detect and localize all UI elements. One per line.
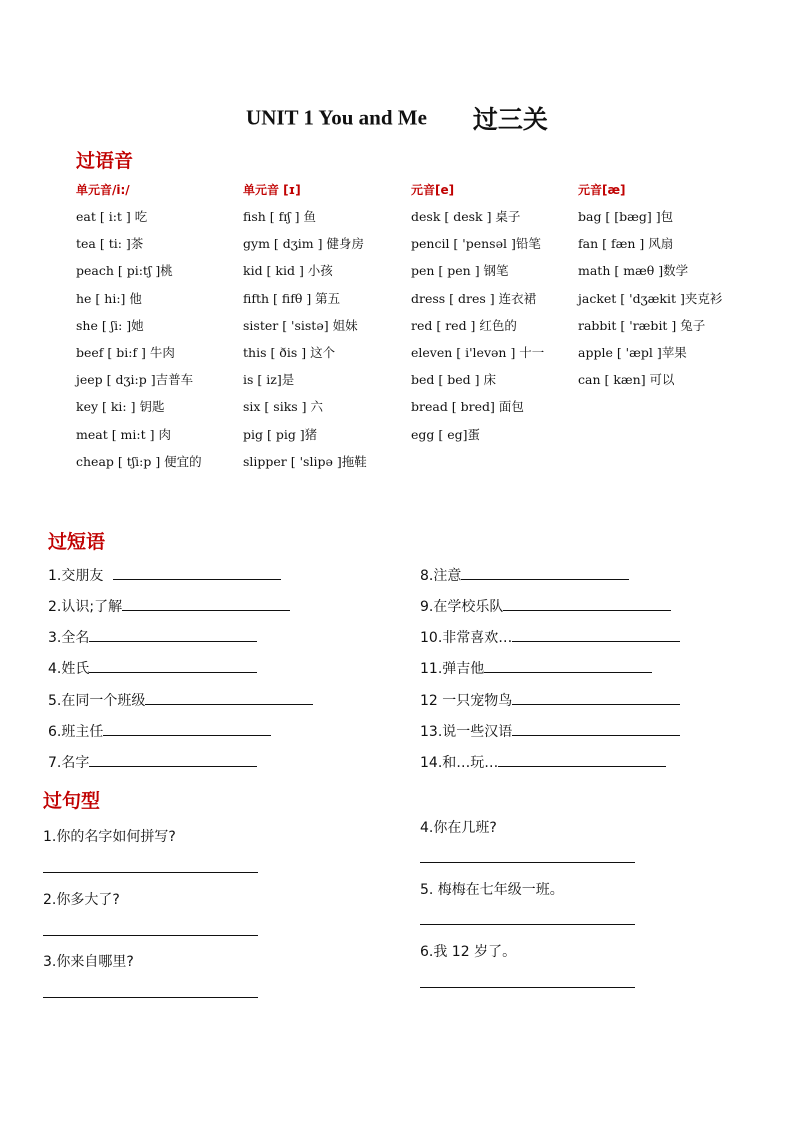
phrase-label: 13.说一些汉语 <box>420 724 513 740</box>
phonetics-column-header: 单元音/i:/ <box>76 183 130 197</box>
phonetics-column-header: 元音[æ] <box>578 183 626 197</box>
phrase-item <box>420 721 680 741</box>
phonetic-word: math [ mæθ ]数学 <box>578 263 689 279</box>
phonetic-word: desk [ desk ] 桌子 <box>411 209 521 224</box>
phonetics-column <box>411 180 544 448</box>
phonetics-column <box>578 180 722 393</box>
phonetics-column <box>76 180 202 475</box>
answer-blank[interactable] <box>89 627 257 642</box>
phonetic-word: cheap [ tʃi:p ] 便宜的 <box>76 453 202 469</box>
phrase-item <box>420 565 629 585</box>
phonetic-word: kid [ kid ] 小孩 <box>243 263 333 279</box>
phonetic-word: sister [ 'sistə] 姐妹 <box>243 317 358 333</box>
phonetic-word: red [ red ] 红色的 <box>411 317 517 333</box>
sentence-prompt: 5. 梅梅在七年级一班。 <box>420 882 564 898</box>
sentence-prompt: 1.你的名字如何拼写? <box>43 829 176 845</box>
answer-blank[interactable] <box>103 721 271 736</box>
phonetic-word: jeep [ dʒi:p ]吉普车 <box>76 372 194 388</box>
phonetic-word: slipper [ 'slipə ]拖鞋 <box>243 453 367 469</box>
page-title <box>0 100 794 136</box>
answer-blank[interactable] <box>122 596 290 611</box>
phonetic-word: gym [ dʒim ] 健身房 <box>243 236 364 252</box>
phonetic-word: she [ ʃi: ]她 <box>76 317 144 333</box>
phrase-item <box>420 658 652 678</box>
phonetic-word: pen [ pen ] 钢笔 <box>411 263 509 279</box>
phrase-label: 7.名字 <box>48 755 90 771</box>
sentence-prompt: 6.我 12 岁了。 <box>420 944 517 960</box>
phonetic-word: peach [ pi:tʃ ]桃 <box>76 263 173 279</box>
phonetic-word: eleven [ i'levən ] 十一 <box>411 344 545 360</box>
answer-line[interactable] <box>43 872 258 873</box>
phonetic-word: is [ iz]是 <box>243 372 295 388</box>
phonetic-word: six [ siks ] 六 <box>243 399 324 415</box>
section-heading-phonetics: 过语音 <box>76 150 134 172</box>
phonetic-word: can [ kæn] 可以 <box>578 372 675 388</box>
phrase-item <box>48 565 281 585</box>
phonetic-word: meat [ mi:t ] 肉 <box>76 426 171 442</box>
answer-blank[interactable] <box>145 690 313 705</box>
title-chinese: 过三关 <box>472 105 548 134</box>
phrase-item <box>420 596 671 616</box>
phonetic-word: tea [ ti: ]茶 <box>76 236 144 252</box>
answer-blank[interactable] <box>89 752 257 767</box>
phonetic-word: eat [ i:t ] 吃 <box>76 209 148 224</box>
phonetic-word: bread [ bred] 面包 <box>411 399 524 415</box>
answer-blank[interactable] <box>512 721 680 736</box>
answer-blank[interactable] <box>89 658 257 673</box>
answer-line[interactable] <box>420 987 635 988</box>
phonetics-column-header: 元音[e] <box>411 183 455 197</box>
sentence-prompt: 3.你来自哪里? <box>43 954 134 970</box>
answer-line[interactable] <box>420 862 635 863</box>
phonetic-word: key [ ki: ] 钥匙 <box>76 399 165 415</box>
phrase-label: 2.认识;了解 <box>48 599 123 615</box>
phrase-label: 6.班主任 <box>48 724 104 740</box>
phrase-item <box>48 690 313 710</box>
phonetics-column <box>243 180 367 475</box>
phrase-label: 11.弹吉他 <box>420 661 485 677</box>
phrase-label: 10.非常喜欢… <box>420 630 513 646</box>
answer-line[interactable] <box>420 924 635 925</box>
phonetic-word: jacket [ 'dʒækit ]夹克衫 <box>578 290 723 306</box>
phonetic-word: this [ ðis ] 这个 <box>243 344 336 360</box>
phonetic-word: bag [ [bæg] ]包 <box>578 209 674 224</box>
phrase-item <box>420 690 680 710</box>
phonetic-word: apple [ 'æpl ]苹果 <box>578 344 687 360</box>
answer-blank[interactable] <box>113 565 281 580</box>
phonetic-word: bed [ bed ] 床 <box>411 372 496 388</box>
sentence-prompt: 4.你在几班? <box>420 820 497 836</box>
phrase-item <box>420 627 680 647</box>
section-heading-sentences: 过句型 <box>43 790 101 812</box>
phrase-label: 5.在同一个班级 <box>48 693 146 709</box>
phonetic-word: dress [ dres ] 连衣裙 <box>411 290 537 306</box>
phonetic-word: fifth [ fifθ ] 第五 <box>243 290 341 306</box>
answer-line[interactable] <box>43 997 258 998</box>
phrase-item <box>48 721 271 741</box>
phrase-label: 12 一只宠物鸟 <box>420 693 513 709</box>
phonetics-column-header: 单元音 [ɪ] <box>243 183 301 197</box>
answer-blank[interactable] <box>512 690 680 705</box>
phrase-label: 8.注意 <box>420 568 462 584</box>
phonetic-word: fan [ fæn ] 风扇 <box>578 236 674 252</box>
phonetic-word: egg [ eg]蛋 <box>411 426 481 442</box>
phonetic-word: beef [ bi:f ] 牛肉 <box>76 344 175 360</box>
phonetic-word: pig [ pig ]猪 <box>243 426 318 442</box>
phrase-label: 9.在学校乐队 <box>420 599 504 615</box>
answer-blank[interactable] <box>461 565 629 580</box>
phrase-label: 4.姓氏 <box>48 661 90 677</box>
sentence-prompt: 2.你多大了? <box>43 892 120 908</box>
phrase-item <box>48 752 257 772</box>
phonetic-word: pencil [ 'pensəl ]铅笔 <box>411 236 541 252</box>
phonetic-word: fish [ fɪʃ ] 鱼 <box>243 209 316 224</box>
phrase-label: 14.和…玩… <box>420 755 499 771</box>
phonetic-word: rabbit [ 'ræbit ] 兔子 <box>578 317 706 333</box>
phrase-label: 1.交朋友 <box>48 568 104 584</box>
phrase-item <box>48 596 290 616</box>
phrase-item <box>48 627 257 647</box>
answer-blank[interactable] <box>503 596 671 611</box>
answer-blank[interactable] <box>512 627 680 642</box>
section-heading-phrases: 过短语 <box>48 531 106 553</box>
answer-blank[interactable] <box>484 658 652 673</box>
phonetic-word: he [ hi:] 他 <box>76 290 142 306</box>
phrase-item <box>420 752 666 772</box>
phrase-label: 3.全名 <box>48 630 90 646</box>
answer-line[interactable] <box>43 935 258 936</box>
title-english: UNIT 1 You and Me <box>246 105 427 130</box>
phrase-item <box>48 658 257 678</box>
answer-blank[interactable] <box>498 752 666 767</box>
